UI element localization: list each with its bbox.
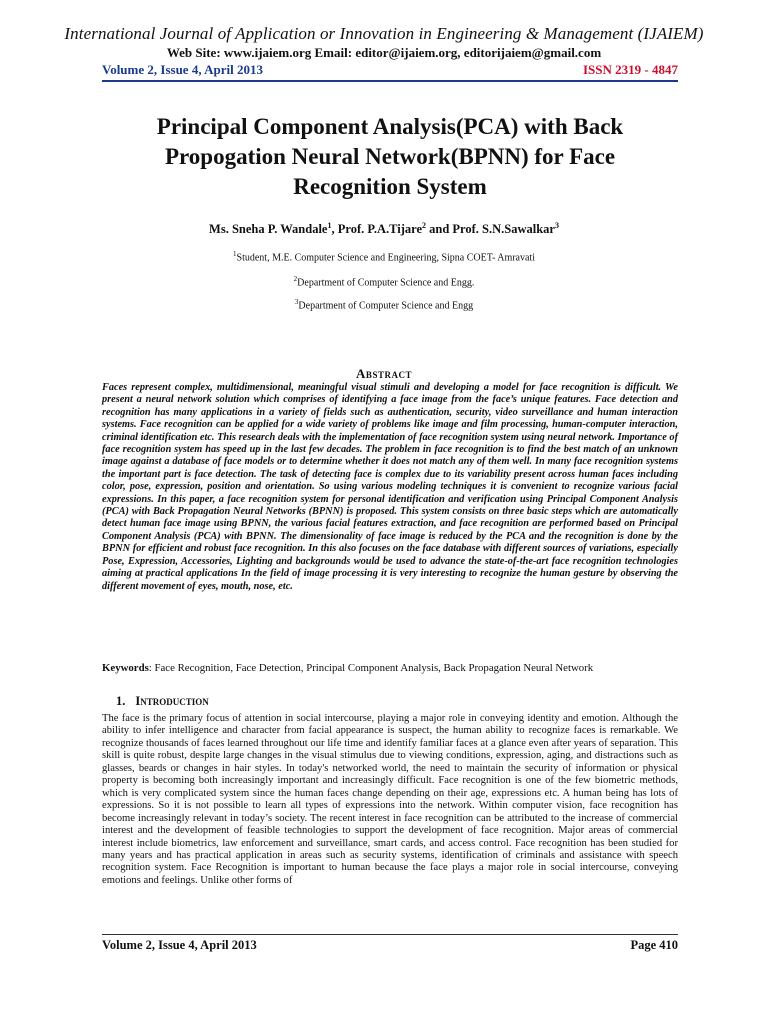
- author-list: [0, 221, 768, 237]
- author-sep-2: and: [426, 222, 453, 237]
- affiliation-2-text: Department of Computer Science and Engg.: [297, 277, 475, 289]
- journal-website: Web Site: www.ijaiem.org Email: editor@ijaiem.org, editorijaiem@gmail.com: [166, 45, 602, 60]
- footer-volume: Volume 2, Issue 4, April 2013: [102, 938, 257, 952]
- journal-name: International Journal of Application or Innovation in Engineering & Management (IJAIEM): [64, 24, 704, 43]
- author-3: Prof. S.N.Sawalkar: [452, 222, 555, 237]
- page-footer: [102, 938, 678, 953]
- affiliation-3-text: Department of Computer Science and Engg: [298, 300, 474, 312]
- affiliation-3-sup: 3: [294, 298, 299, 306]
- header-issn: ISSN 2319 - 4847: [583, 62, 678, 77]
- section-number: 1.: [116, 694, 126, 708]
- header-divider: [102, 80, 678, 82]
- author-sep-1: ,: [331, 222, 338, 237]
- paper-title: Principal Component Analysis(PCA) with Back Propogation Neural Network(BPNN) for Face Recognition System: [156, 114, 624, 199]
- footer-divider: [102, 934, 678, 935]
- author-1-sup: 1: [327, 221, 332, 230]
- affiliation-1-text: Student, M.E. Computer Science and Engineering, Sipna COET- Amravati: [236, 252, 535, 264]
- keywords: [102, 662, 678, 674]
- header-volume: Volume 2, Issue 4, April 2013: [102, 62, 263, 77]
- author-2: Prof. P.A.Tijare: [337, 222, 422, 237]
- introduction-text: The face is the primary focus of attention in social intercourse, playing a major role in conveying identity and emotion. Although the ability to infer intelligence and character from facial appearance is suspect, the human ability to recognize faces is remarkable. We recognize thousands of faces learned throughout our life time and identify familiar faces at a glance even after years of separation. This skill is quite robust, despite large changes in the visual stimulus due to viewing conditions, expression, aging, and distractions such as glasses, beards or changes in hair styles. In today's networked world, the need to maintain the security of information or physical property is becoming both increasingly important and increasingly difficult. Face recognition is one of the few biometric methods, which is very complicated system since the human faces change depending on their age, expressions etc. A human being has lots of expressions. So it is not possible to learn all types of expressions into the network. Within computer vision, face recognition has become increasingly relevant in today’s society. The recent interest in face recognition can be attributed to the increase of commercial interest and the development of feasible technologies to support the development of face recognition. Major areas of commercial interest include biometrics, law enforcement and surveillance, smart cards, and access control. Face recognition has been studied for many years and has practical application in areas such as security systems, identification of criminals and assistance with speech recognition system. Face Recognition is important to human because the face plays a major role in social intercourse, conveying emotions and feelings. Unlike other forms of: [102, 713, 678, 886]
- author-2-sup: 2: [422, 221, 426, 230]
- footer-page-number: Page 410: [630, 938, 678, 952]
- affiliation-1: [0, 250, 768, 263]
- introduction-heading: [116, 694, 209, 709]
- abstract-text: Faces represent complex, multidimensional, meaningful visual stimuli and developing a model for face recognition is difficult. We present a neural network solution which comprises of identifying a face image from the face’s unique features. Face detection and recognition has many applications in a variety of fields such as authentication, security, video surveillance and human interaction systems. Face recognition can be applied for a wide variety of problems like image and film processing, human-computer interaction, criminal identification etc. This research deals with the implementation of face recognition system using neural network. Importance of face recognition system has speed up in the last few decades. The problem in face recognition is to find the best match of an unknown image against a database of face models or to determine whether it does not match any of them well. In many face recognition systems the important part is face detection. The task of detecting face is complex due to its variability present across human faces including color, pose, expression, position and orientation. So using various modeling techniques it is convenient to recognize various facial expressions. In this paper, a face recognition system for personal identification and verification using Principal Component Analysis (PCA) with Back Propagation Neural Networks (BPNN) is proposed. This system consists on three basic steps which are automatically detect human face image using BPNN, the various facial features extraction, and face recognition are performed based on Principal Component Analysis (PCA) with BPNN. The dimensionality of face image is reduced by the PCA and the recognition is done by the BPNN for efficient and robust face recognition. In this also focuses on the face database with different sources of variations, especially Pose, Expression, Accessories, Lighting and backgrounds would be used to advance the state-of-the-art face recognition technologies aiming at practical applications In the field of image processing it is very interesting to recognize the human gesture by observing the different movement of eyes, mouth, nose, etc.: [102, 382, 678, 592]
- abstract-heading: Abstract: [356, 366, 412, 381]
- affiliation-2: [0, 275, 768, 288]
- keywords-list: : Face Recognition, Face Detection, Principal Component Analysis, Back Propagation Neural Network: [148, 662, 594, 674]
- section-title: Introduction: [135, 694, 209, 708]
- header-volume-line: [102, 62, 678, 78]
- author-3-sup: 3: [554, 221, 559, 230]
- author-1: Ms. Sneha P. Wandale: [209, 222, 328, 237]
- affiliation-1-sup: 1: [233, 250, 237, 258]
- keywords-label: Keywords: [102, 662, 149, 674]
- affiliation-3: [0, 298, 768, 311]
- affiliation-2-sup: 2: [293, 275, 298, 283]
